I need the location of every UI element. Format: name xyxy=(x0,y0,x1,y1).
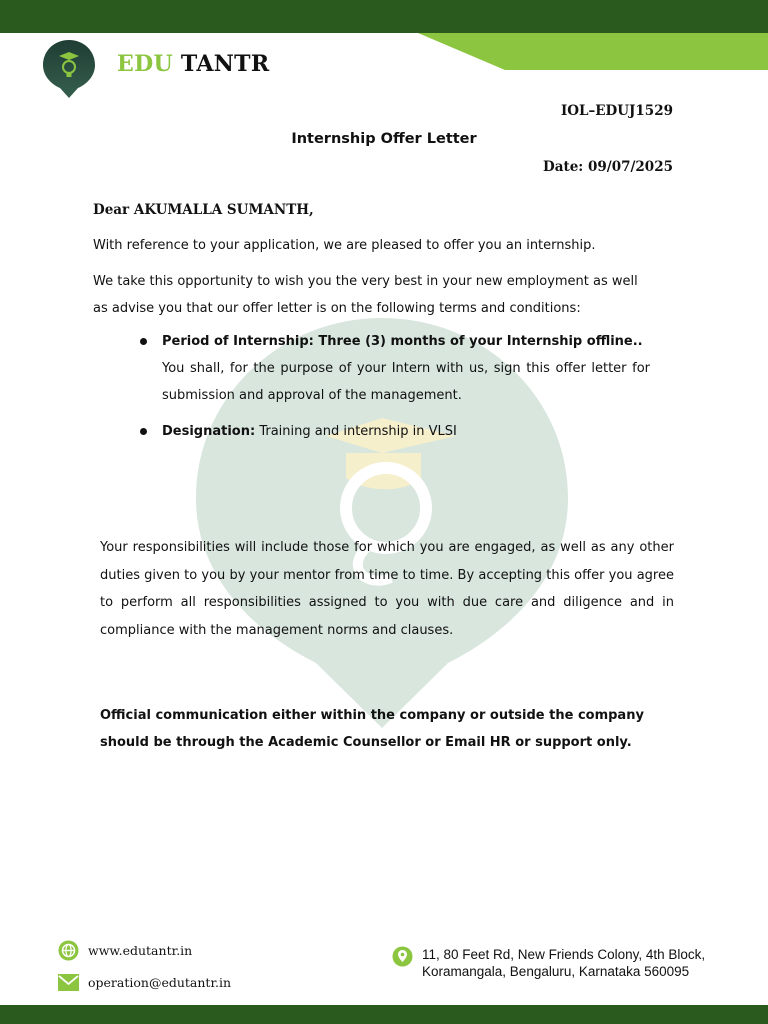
reference-number: IOL–EDUJ1529 xyxy=(560,103,673,119)
term-period-label: Period of Internship: xyxy=(162,334,314,349)
term-period-note: You shall, for the purpose of your Intern with us, sign this offer letter for submission and approval of the management. xyxy=(162,361,650,403)
globe-icon xyxy=(58,940,79,961)
map-pin-icon xyxy=(392,946,413,967)
footer-address xyxy=(392,946,722,980)
paragraph-intro: With reference to your application, we are pleased to offer you an internship. xyxy=(93,238,596,253)
term-period xyxy=(140,328,650,355)
letter-date: Date: 09/07/2025 xyxy=(543,159,673,175)
paragraph-communication: Official communication either within the company or outside the company should be through the Academic Counsellor or Email HR or support only. xyxy=(100,708,644,750)
footer-email xyxy=(58,972,231,993)
footer-website xyxy=(58,940,192,961)
header-accent xyxy=(0,0,768,72)
term-designation-value: Training and internship in VLSI xyxy=(259,424,457,439)
graduation-cap-bulb-icon xyxy=(42,38,96,100)
brand-name xyxy=(117,51,269,77)
website-link[interactable]: www.edutantr.in xyxy=(88,943,193,958)
envelope-icon xyxy=(58,972,79,993)
salutation: Dear AKUMALLA SUMANTH, xyxy=(93,202,314,218)
bullet-icon xyxy=(140,338,147,345)
paragraph-responsibilities: Your responsibilities will include those for which you are engaged, as well as any other duties given to you by your mentor from time to time. By accepting this offer you agree to perform all responsibilities assigned to you with due care and diligence and in compliance with the management norms and clauses. xyxy=(100,540,674,638)
brand-tantr: TANTR xyxy=(180,51,270,77)
brand-edu: EDU xyxy=(117,51,173,77)
address-text: 11, 80 Feet Rd, New Friends Colony, 4th Block, Koramangala, Bengaluru, Karnataka 560095 xyxy=(422,947,706,979)
term-designation-label: Designation: xyxy=(162,424,256,439)
term-designation xyxy=(140,418,650,445)
paragraph-terms-intro: We take this opportunity to wish you the very best in your new employment as well as advise you that our offer letter is on the following terms and conditions: xyxy=(93,274,638,316)
term-period-value: Three (3) months of your Internship offline.. xyxy=(318,334,643,349)
email-link[interactable]: operation@edutantr.in xyxy=(88,975,232,990)
bullet-icon xyxy=(140,428,147,435)
footer-band xyxy=(0,1005,768,1024)
page-title: Internship Offer Letter xyxy=(291,131,477,147)
